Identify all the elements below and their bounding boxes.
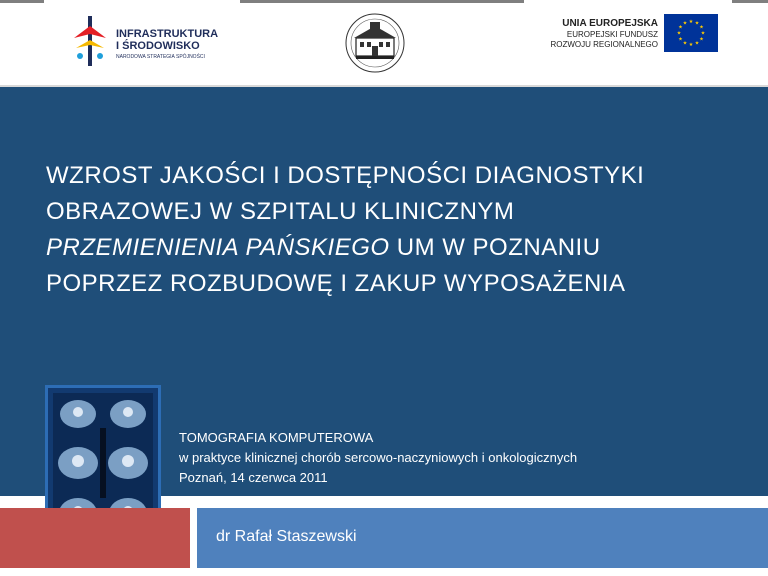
title-line-1: WZROST JAKOŚCI I DOSTĘPNOŚCI DIAGNOSTYKI: [46, 162, 645, 189]
top-strip-left: [0, 0, 44, 3]
logo-left-line3: NARODOWA STRATEGIA SPÓJNOŚCI: [116, 54, 205, 60]
svg-text:★: ★: [700, 30, 706, 37]
subtitle-line-3: Poznań, 14 czerwca 2011: [179, 470, 328, 485]
title-line-4: POPRZEZ ROZBUDOWĘ I ZAKUP WYPOSAŻENIA: [46, 270, 626, 297]
top-strip-middle: [240, 0, 524, 3]
svg-text:★: ★: [688, 42, 694, 48]
svg-text:★: ★: [682, 20, 688, 27]
eu-flag-icon: [664, 14, 718, 52]
svg-text:★: ★: [678, 24, 683, 31]
bottom-accent-red: [0, 508, 190, 568]
title-line-3: [46, 230, 746, 266]
subtitle-line-2: w praktyce klinicznej chorób sercowo-naczyniowych i onkologicznych: [179, 450, 578, 465]
svg-text:★: ★: [682, 40, 688, 47]
header-logos-bar: [0, 0, 768, 87]
svg-text:★: ★: [694, 40, 700, 47]
university-seal-icon: [344, 12, 406, 74]
eu-logo-line2: EUROPEJSKI FUNDUSZ: [566, 30, 658, 39]
infrastruktura-logo-icon: [70, 16, 110, 66]
eu-logo-line3: ROZWOJU REGIONALNEGO: [550, 40, 658, 49]
svg-text:★: ★: [678, 36, 683, 43]
svg-text:★: ★: [694, 20, 700, 27]
eu-logo-text: [550, 18, 658, 50]
svg-text:★: ★: [699, 24, 704, 31]
title-line-3-italic: PRZEMIENIENIA PAŃSKIEGO: [46, 234, 390, 261]
subtitle-block: [179, 428, 577, 488]
subtitle-line-1: TOMOGRAFIA KOMPUTEROWA: [179, 430, 374, 445]
eu-logo-line1: UNIA EUROPEJSKA: [562, 18, 658, 29]
svg-text:★: ★: [699, 36, 704, 43]
title-line-3-rest: UM W POZNANIU: [389, 234, 601, 261]
svg-text:★: ★: [676, 30, 682, 37]
svg-text:★: ★: [688, 19, 694, 25]
logo-left-line2: I ŚRODOWISKO: [116, 40, 200, 52]
presentation-title: [46, 158, 746, 302]
infrastruktura-logo: [70, 14, 240, 70]
title-line-2: OBRAZOWEJ W SZPITALU KLINICZNYM: [46, 198, 515, 225]
top-strip-right: [732, 0, 768, 3]
author-name: dr Rafał Staszewski: [216, 528, 357, 545]
logo-left-line1: INFRASTRUKTURA: [116, 28, 219, 40]
